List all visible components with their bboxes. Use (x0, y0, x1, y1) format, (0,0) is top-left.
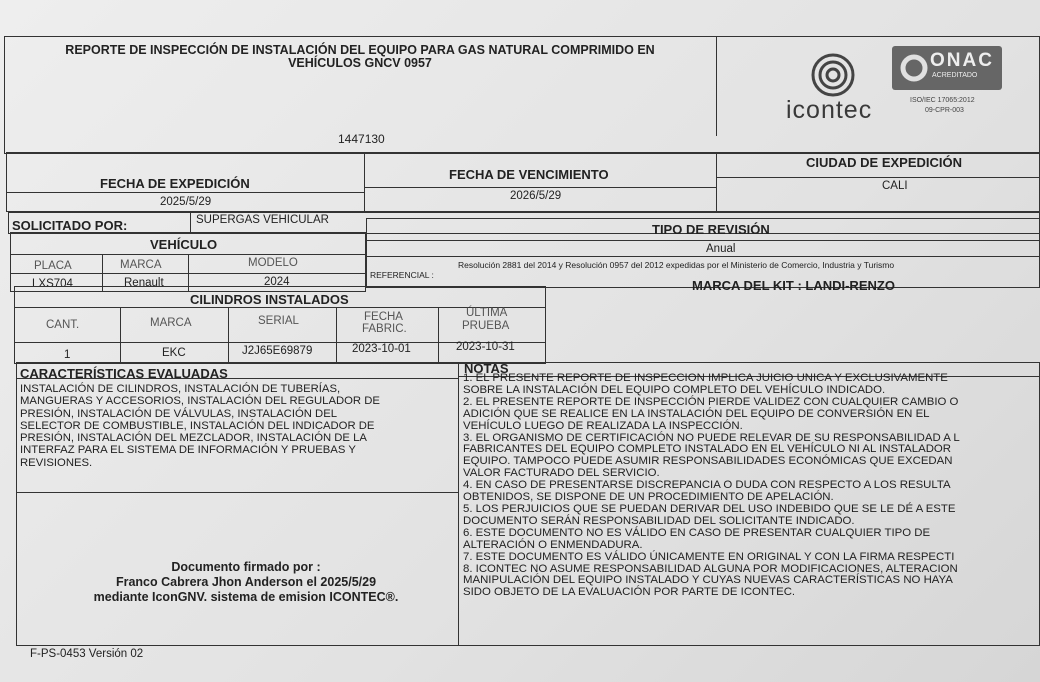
firma-line2: Franco Cabrera Jhon Anderson el 2025/5/29 (115, 575, 377, 589)
report-number: 1447130 (338, 132, 385, 146)
cilindros-header-prueba: PRUEBA (462, 320, 510, 332)
cilindro-fecha-fabric: 2023-10-01 (352, 343, 411, 355)
icontec-logo-icon (810, 52, 856, 98)
notas-title: NOTAS (464, 361, 509, 376)
cilindros-col-1 (120, 307, 121, 364)
dates-mid-line-3 (716, 177, 1040, 178)
notas-text: 1. EL PRESENTE REPORTE DE INSPECCIÓN IMPLICA JUICIO ÚNICA Y EXCLUSIVAMENTE SOBRE LA INSTALACIÓN DEL EQUIPO COMPLETO DEL VEHÍCULO INDICADO. 2. EL PRESENTE REPORTE DE INSPECCIÓN PIERDE VALIDEZ CON CUALQUIER CAMBIO O ADICIÓN QUE SE REALICE EN LA INSTALACIÓN DEL EQUIPO DE CONVERSIÓN EN EL VEHÍCULO LUEGO DE REALIZADA LA INSPECCIÓN. 3. EL ORGANISMO DE CERTIFICACIÓN NO PUEDE RELEVAR DE SU RESPONSABILIDAD A L FABRICANTES DEL EQUIPO COMPLETO INSTALADO EN EL VEHÍCULO NI AL INSTALADOR EQUIPO. TAMPOCO PUEDE ASUMIR RESPONSABILIDADES ECONÓMICAS QUE EXCEDAN VALOR FACTURADO DEL SERVICIO. 4. EN CASO DE PRESENTARSE DISCREPANCIA O DUDA CON RESPECTO A LOS RESULTA OBTENIDOS, SE DISPONE DE UN PROCEDIMIENTO DE APELACIÓN. 5. LOS PERJUICIOS QUE SE PUEDAN DERIVAR DEL USO INDEBIDO QUE SE LE DÉ A ESTE DOCUMENTO SERÁN RESPONSABILIDAD DEL SOLICITANTE INDICADO. 6. ESTE DOCUMENTO NO ES VÁLIDO EN CASO DE PRESENTAR CUALQUIER TIPO DE ALTERACIÓN O ENMENDADURA. 7. ESTE DOCUMENTO ES VÁLIDO ÚNICAMENTE EN ORIGINAL Y CON LA FIRMA RESPECTI 8. ICONTEC NO ASUME RESPONSABILIDAD ALGUNA POR MODIFICACIONES, ALTERACION MANIPULACIÓN DEL EQUIPO INSTALADO Y CUYAS NUEVAS CARACTERÍSTICAS NO HAYA SIDO OBJETO DE LA EVALUACIÓN POR PARTE DE ICONTEC. (463, 373, 960, 599)
solicitado-divider (190, 212, 191, 234)
firma-line3: mediante IconGNV. sistema de emision ICONTEC®. (93, 590, 399, 604)
cilindros-header-serial: SERIAL (258, 315, 299, 327)
vehiculo-placa: LXS704 (32, 278, 73, 290)
caracteristicas-bottom-line (16, 492, 458, 493)
report-title: REPORTE DE INSPECCIÓN DE INSTALACIÓN DEL EQUIPO PARA GAS NATURAL COMPRIMIDO EN VEHÍCULOS GNCV 0957 (65, 43, 655, 70)
revision-line-1 (366, 240, 1040, 241)
dates-mid-line (6, 192, 364, 193)
dates-divider-1 (364, 152, 365, 212)
referencial-value: Resolución 2881 del 2014 y Resolución 0957 del 2012 expedidas por el Ministerio de Comercio, Industria y Turismo (458, 260, 895, 270)
cilindro-marca: EKC (162, 347, 186, 359)
cilindro-serial: J2J65E69879 (242, 345, 313, 357)
ciudad-label: CIUDAD DE EXPEDICIÓN (806, 155, 963, 170)
iso-line1: ISO/IEC 17065:2012 (910, 97, 975, 104)
onac-sub: ACREDITADO (932, 72, 978, 79)
vehiculo-marca: Renault (124, 277, 164, 289)
firma-block (40, 560, 452, 605)
cilindros-col-4 (438, 307, 439, 364)
caracteristicas-text: INSTALACIÓN DE CILINDROS, INSTALACIÓN DE TUBERÍAS, MANGUERAS Y ACCESORIOS, INSTALACIÓN DEL REGULADOR DE PRESIÓN, INSTALACIÓN DE VÁLVULAS, INSTALACIÓN DEL SELECTOR DE COMBUSTIBLE, INSTALACIÓN DEL INDICADOR DE PRESIÓN, INSTALACIÓN DEL MEZCLADOR, INSTALACIÓN DE LA INTERFAZ PARA EL SISTEMA DE INFORMACIÓN Y PRUEBAS Y REVISIONES. (20, 383, 380, 469)
cilindro-cant: 1 (64, 349, 71, 361)
icontec-brand: icontec (786, 96, 873, 124)
caracteristicas-title: CARACTERÍSTICAS EVALUADAS (20, 366, 228, 381)
dates-mid-line-2 (364, 187, 716, 188)
tipo-revision-value: Anual (706, 243, 736, 255)
ciudad-value: CALI (882, 180, 908, 192)
vehiculo-header-marca: MARCA (120, 259, 162, 271)
cilindros-header-fecha: FECHA (364, 311, 403, 323)
cilindros-col-3 (336, 307, 337, 364)
cilindros-title: CILINDROS INSTALADOS (190, 292, 349, 307)
vehiculo-title: VEHÍCULO (150, 237, 218, 252)
fecha-vencimiento-label: FECHA DE VENCIMIENTO (449, 167, 609, 182)
vehiculo-header-placa: PLACA (34, 260, 72, 272)
lower-divider (458, 362, 459, 646)
header-divider (716, 36, 717, 136)
vehiculo-header-modelo: MODELO (248, 257, 298, 269)
fecha-vencimiento-value: 2026/5/29 (510, 190, 562, 202)
referencial-label: REFERENCIAL : (370, 270, 434, 280)
cilindros-header-fabric: FABRIC. (362, 323, 407, 335)
vehiculo-modelo: 2024 (264, 276, 290, 288)
cilindros-header-ultima: ÚLTIMA (466, 307, 508, 319)
fecha-expedicion-value: 2025/5/29 (160, 196, 212, 208)
cilindros-header-cant: CANT. (46, 319, 80, 331)
dates-divider-2 (716, 152, 717, 212)
tipo-revision-label: TIPO DE REVISIÓN (652, 222, 770, 237)
firma-line1: Documento firmado por : (171, 560, 321, 574)
cilindros-header-marca: MARCA (150, 317, 192, 329)
iso-line2: 09-CPR-003 (925, 107, 964, 114)
solicitado-label: SOLICITADO POR: (12, 218, 128, 233)
cilindro-ultima-prueba: 2023-10-31 (456, 341, 515, 353)
revision-line-2 (366, 256, 1040, 257)
cilindros-col-2 (228, 307, 229, 364)
onac-brand: ONAC (930, 50, 994, 71)
fecha-expedicion-label: FECHA DE EXPEDICIÓN (100, 176, 250, 191)
footer-code: F-PS-0453 Versión 02 (30, 648, 144, 660)
solicitado-value: SUPERGAS VEHICULAR (196, 214, 329, 226)
onac-logo-icon (900, 54, 928, 82)
marca-kit: MARCA DEL KIT : LANDI-RENZO (692, 278, 895, 293)
